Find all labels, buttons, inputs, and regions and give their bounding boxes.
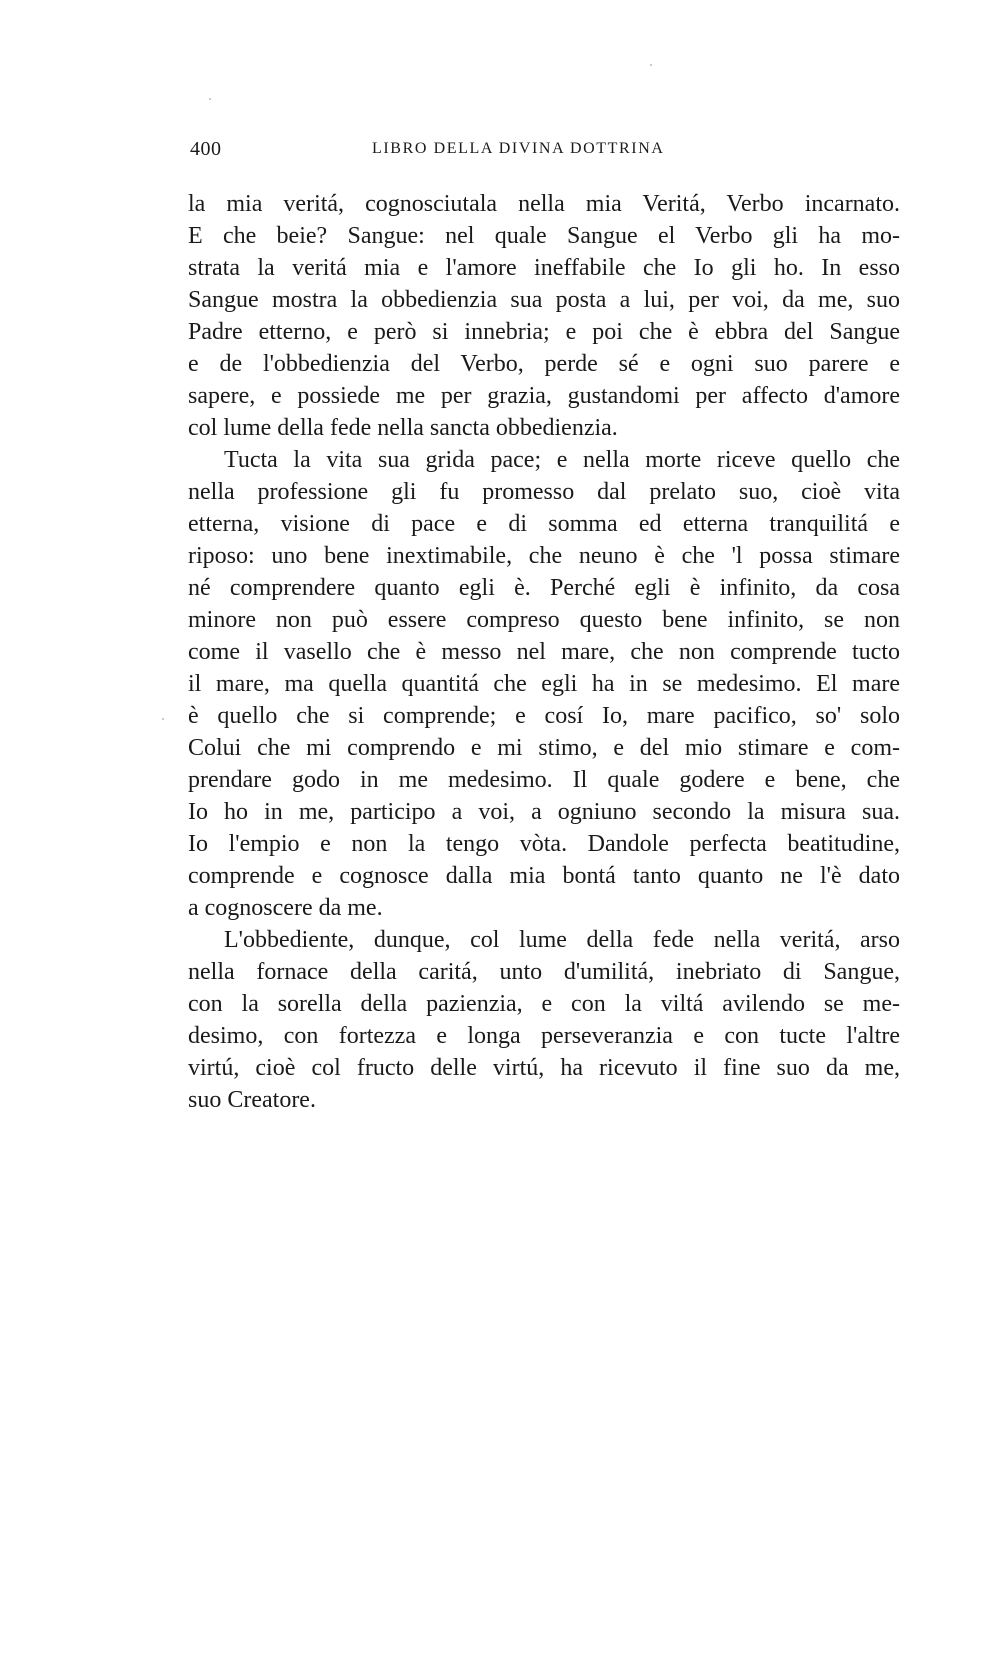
page-number: 400 <box>190 138 222 160</box>
text-line: la mia veritá, cognosciutala nella mia Veritá, Verbo incarnato. <box>188 191 900 217</box>
text-line: virtú, cioè col fructo delle virtú, ha ricevuto il fine suo da me, <box>188 1055 900 1081</box>
text-line: né comprendere quanto egli è. Perché egli è infinito, da cosa <box>188 575 900 601</box>
paper-speck <box>162 718 164 720</box>
text-line: nella fornace della caritá, unto d'umilitá, inebriato di Sangue, <box>188 959 900 985</box>
paper-speck <box>650 64 652 66</box>
text-line: L'obbediente, dunque, col lume della fede nella veritá, arso <box>224 927 900 953</box>
text-line: minore non può essere compreso questo bene infinito, se non <box>188 607 900 633</box>
text-line: comprende e cognosce dalla mia bontá tanto quanto ne l'è dato <box>188 863 900 889</box>
text-line: prendare godo in me medesimo. Il quale godere e bene, che <box>188 767 900 793</box>
text-line: etterna, visione di pace e di somma ed etterna tranquilitá e <box>188 511 900 537</box>
text-line: desimo, con fortezza e longa perseveranzia e con tucte l'altre <box>188 1023 900 1049</box>
text-line: Padre etterno, e però si innebria; e poi che è ebbra del Sangue <box>188 319 900 345</box>
text-line: nella professione gli fu promesso dal prelato suo, cioè vita <box>188 479 900 505</box>
text-line: Io ho in me, participo a voi, a ogniuno secondo la misura sua. <box>188 799 900 825</box>
body-text <box>188 188 900 1116</box>
text-line: è quello che si comprende; e cosí Io, mare pacifico, so' solo <box>188 703 900 729</box>
text-line: con la sorella della pazienzia, e con la viltá avilendo se me- <box>188 991 900 1017</box>
text-line: sapere, e possiede me per grazia, gustandomi per affecto d'amore <box>188 383 900 409</box>
running-title: LIBRO DELLA DIVINA DOTTRINA <box>372 140 665 157</box>
text-line: strata la veritá mia e l'amore ineffabile che Io gli ho. In esso <box>188 255 900 281</box>
text-line: E che beie? Sangue: nel quale Sangue el Verbo gli ha mo- <box>188 223 900 249</box>
paragraph <box>188 924 900 1116</box>
text-line: il mare, ma quella quantitá che egli ha in se medesimo. El mare <box>188 671 900 697</box>
text-line: suo Creatore. <box>188 1087 316 1113</box>
text-line: riposo: uno bene inextimabile, che neuno è che 'l possa stimare <box>188 543 900 569</box>
text-line: Io l'empio e non la tengo vòta. Dandole perfecta beatitudine, <box>188 831 900 857</box>
text-line: a cognoscere da me. <box>188 895 383 921</box>
text-line: come il vasello che è messo nel mare, che non comprende tucto <box>188 639 900 665</box>
text-line: e de l'obbedienzia del Verbo, perde sé e ogni suo parere e <box>188 351 900 377</box>
text-line: Colui che mi comprendo e mi stimo, e del mio stimare e com- <box>188 735 900 761</box>
paragraph <box>188 444 900 924</box>
paper-speck <box>209 98 211 100</box>
text-line: Sangue mostra la obbedienzia sua posta a lui, per voi, da me, suo <box>188 287 900 313</box>
running-header <box>190 138 900 164</box>
text-line: Tucta la vita sua grida pace; e nella morte riceve quello che <box>224 447 900 473</box>
paragraph <box>188 188 900 444</box>
text-line: col lume della fede nella sancta obbedienzia. <box>188 415 618 441</box>
